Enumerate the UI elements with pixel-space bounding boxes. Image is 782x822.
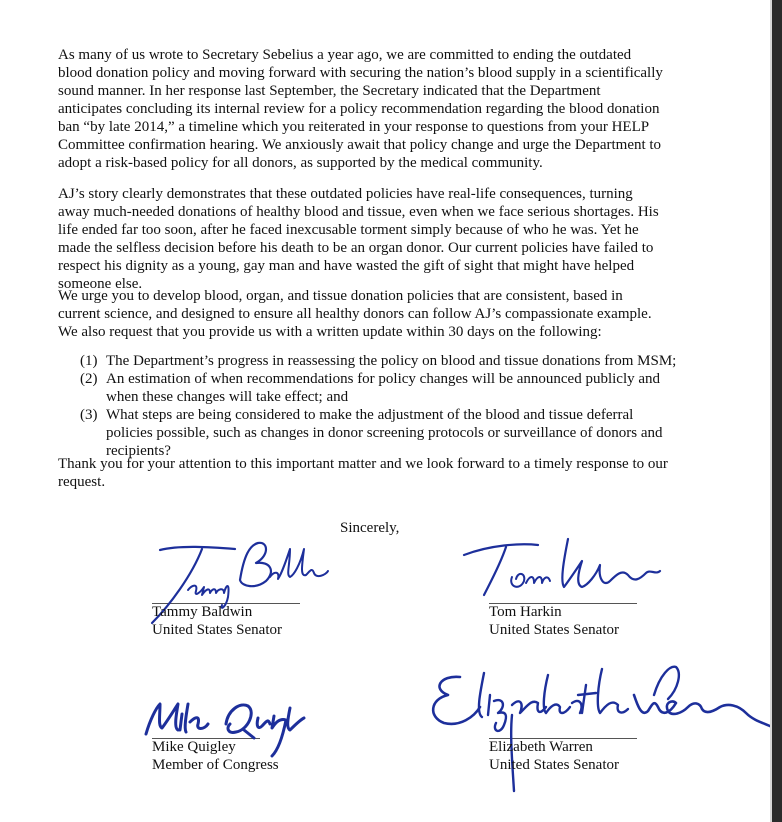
- signatory-name: Tammy Baldwin: [152, 604, 253, 620]
- closing: Sincerely,: [340, 520, 400, 536]
- paragraph-2: AJ’s story clearly demonstrates that these outdated policies have real-life consequences, turning away much-needed donations of healthy blood and tissue, even when we face serious shortages. His life ended far too soon, after he faced inexcusable torment simply because of who he was. Yet he made the selfless decision before his death to be an organ donor. Our current policies have failed to respect his dignity as a young, gay man and have wasted the gift of sight that might have helped someone else.: [58, 186, 659, 292]
- signature-harkin: [460, 525, 670, 605]
- window-edge: [772, 0, 782, 822]
- list-item: [80, 406, 680, 460]
- list-number: (2): [80, 371, 98, 387]
- paragraph-3: We urge you to develop blood, organ, and tissue donation policies that are consistent, based in current science, and designed to ensure all healthy donors can follow AJ’s compassionate example. We also request that you provide us with a written update within 30 days on the following:: [58, 288, 652, 340]
- request-list: [80, 352, 680, 460]
- paragraph-1: As many of us wrote to Secretary Sebelius a year ago, we are committed to ending the outdated blood donation policy and moving forward with securing the nation’s blood supply in a scientifically sound manner. In her response last September, the Secretary indicated that the Department anticipates concluding its internal review for a policy recommendation regarding the blood donation ban “by late 2014,” a timeline which you reiterated in your response to questions from your HELP Committee confirmation hearing. We anxiously await that policy change and urge the Department to adopt a risk-based policy for all donors, as supported by the medical community.: [58, 47, 663, 171]
- list-number: (3): [80, 407, 98, 423]
- signatory-warren: [489, 738, 619, 774]
- signatory-baldwin: [152, 603, 282, 639]
- signature-warren: [420, 655, 772, 795]
- signatory-name: Elizabeth Warren: [489, 739, 593, 755]
- signatory-name: Mike Quigley: [152, 739, 236, 755]
- list-text: The Department’s progress in reassessing the policy on blood and tissue donations from MSM;: [106, 353, 677, 369]
- signatory-name: Tom Harkin: [489, 604, 562, 620]
- signatory-harkin: [489, 603, 619, 639]
- signatory-title: United States Senator: [489, 757, 619, 773]
- list-text: What steps are being considered to make the adjustment of the blood and tissue deferral policies possible, such as changes in donor screening protocols or surveillance of donors and recipients?: [106, 407, 663, 459]
- signatory-quigley: [152, 738, 279, 774]
- list-text: An estimation of when recommendations for policy changes will be announced publicly and when these changes will take effect; and: [106, 371, 661, 405]
- signatory-title: Member of Congress: [152, 757, 279, 773]
- paragraph-4: Thank you for your attention to this important matter and we look forward to a timely response to our request.: [58, 456, 668, 490]
- list-item: [80, 370, 680, 406]
- list-item: [80, 352, 680, 370]
- signatory-title: United States Senator: [489, 622, 619, 638]
- list-number: (1): [80, 353, 98, 369]
- signatory-title: United States Senator: [152, 622, 282, 638]
